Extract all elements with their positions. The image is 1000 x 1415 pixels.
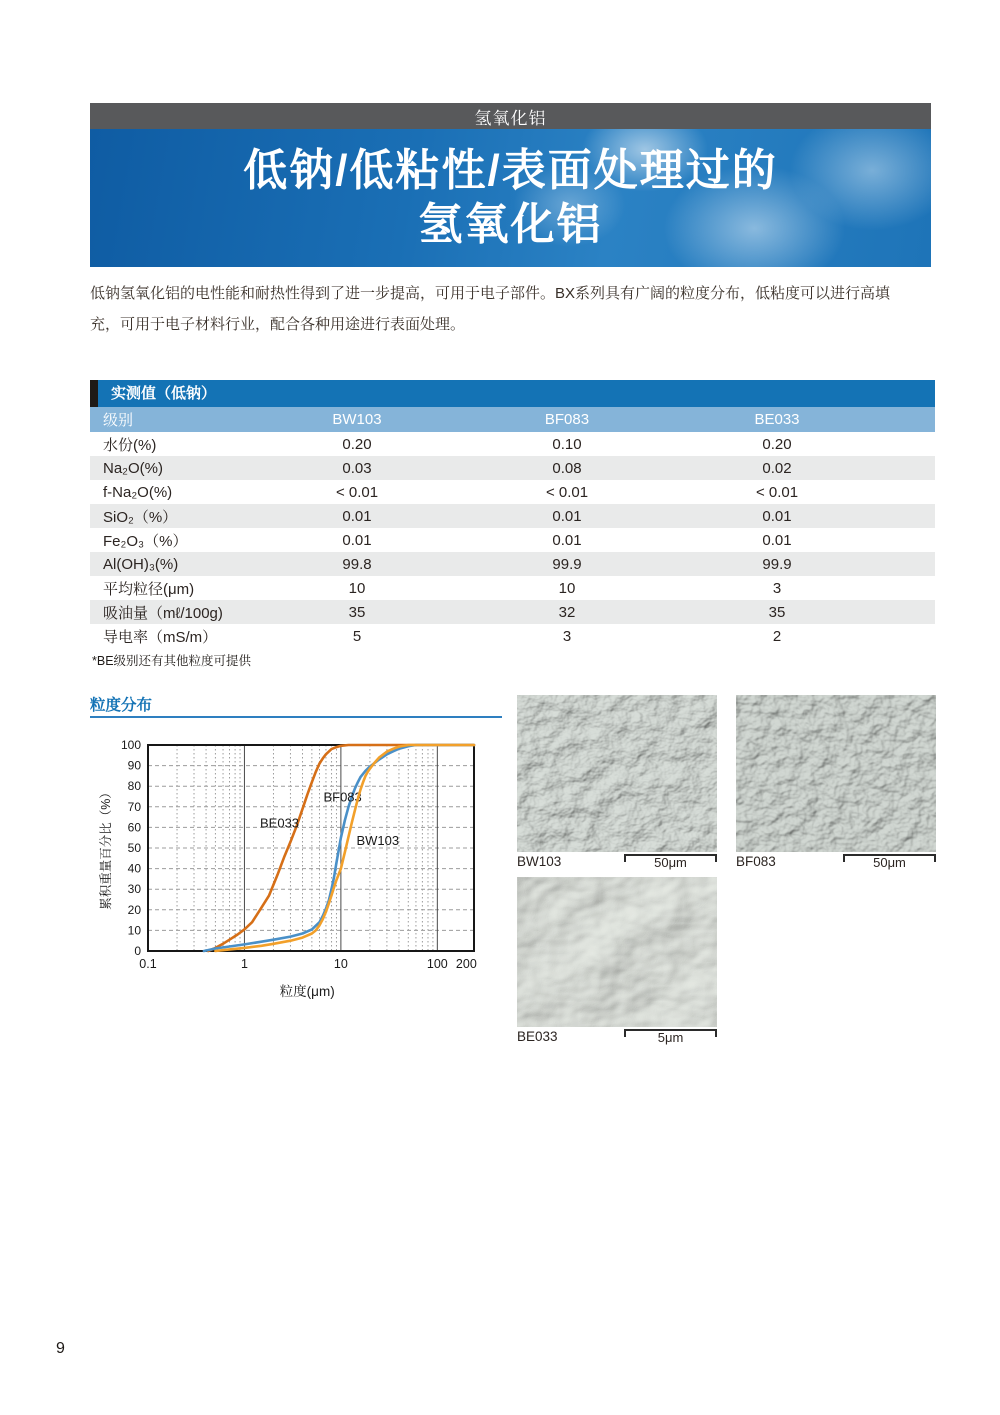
cell-value: 35 [252, 600, 462, 624]
cell-value: 0.20 [762, 435, 792, 453]
page-title-line2: 氢氧化铝 [418, 200, 603, 249]
cell-value: 0.03 [252, 456, 462, 480]
spacer-cell [882, 576, 935, 600]
svg-text:80: 80 [127, 779, 141, 794]
sem-caption [736, 854, 936, 870]
cell-value: 0.01 [672, 504, 882, 528]
table-row [90, 600, 935, 624]
column-header-be033: BE033 [672, 407, 882, 432]
svg-text:10: 10 [333, 957, 348, 971]
row-label: Al(OH)₃(%) [90, 552, 252, 576]
scale-bar [843, 854, 936, 870]
sem-label: BE033 [517, 1029, 558, 1044]
row-label: Na₂O(%) [90, 456, 252, 480]
svg-text:粒度(μm): 粒度(μm) [279, 984, 335, 999]
row-label: 导电率（mS/m） [103, 628, 218, 646]
row-label: f-Na₂O(%) [103, 483, 173, 501]
svg-text:累积重量百分比（%）: 累积重量百分比（%） [99, 786, 113, 910]
sem-figure-bf083 [736, 695, 936, 870]
cumulative-distribution-plot [95, 733, 505, 1023]
cell-value: < 0.01 [545, 483, 589, 501]
spacer-cell [882, 504, 935, 528]
scale-bar-label: 50μm [873, 855, 906, 870]
column-header-grade: 级别 [90, 407, 252, 432]
table-footnote: *BE级别还有其他粒度可提供 [92, 654, 252, 668]
sem-label: BW103 [517, 854, 562, 869]
cell-value: < 0.01 [755, 483, 799, 501]
row-label: 平均粒径(μm) [103, 580, 195, 598]
cell-value: 32 [462, 600, 672, 624]
cell-value: 0.01 [762, 531, 792, 549]
category-label: 氢氧化铝 [474, 108, 547, 128]
cell-value: 0.01 [552, 531, 582, 549]
cell-value: 99.9 [462, 552, 672, 576]
cell-value: 5 [352, 627, 362, 645]
sem-micrograph-bw103 [517, 695, 717, 852]
sem-figure-bw103 [517, 695, 717, 870]
svg-text:100: 100 [120, 738, 141, 752]
svg-text:90: 90 [127, 758, 141, 773]
section-title-particle-size: 粒度分布 [90, 697, 153, 714]
cell-value: 0.20 [342, 435, 372, 453]
scale-bar-line [624, 854, 717, 856]
table-row [90, 432, 935, 456]
cell-value: 99.9 [672, 552, 882, 576]
section-rule [90, 716, 502, 718]
spacer-cell [882, 407, 935, 432]
svg-text:30: 30 [127, 882, 141, 897]
svg-text:20: 20 [127, 902, 141, 917]
row-label: SiO₂（%） [90, 504, 252, 528]
table-row [90, 552, 935, 576]
cell-value: 99.8 [252, 552, 462, 576]
row-label: 水份(%) [103, 436, 157, 454]
svg-text:100: 100 [426, 957, 448, 971]
spacer-cell [882, 624, 935, 648]
spacer-cell [882, 432, 935, 456]
table-header-row [90, 407, 935, 432]
sem-caption [517, 854, 717, 870]
cell-value: 3 [772, 579, 782, 597]
particle-size-chart [95, 733, 505, 1023]
cell-value: 10 [558, 579, 576, 597]
svg-text:50: 50 [127, 841, 141, 855]
svg-text:1: 1 [240, 957, 248, 971]
page-number: 9 [56, 1340, 65, 1357]
scale-bar [624, 1029, 717, 1045]
table-row [90, 624, 935, 648]
cell-value: 0.01 [252, 504, 462, 528]
table-row [90, 480, 935, 504]
cell-value: 0.01 [342, 531, 372, 549]
row-label: 吸油量（mℓ/100g) [90, 600, 252, 624]
spacer-cell [882, 528, 935, 552]
table-title: 实测值（低钠） [90, 380, 935, 407]
title-banner [90, 129, 931, 267]
table-row [90, 576, 935, 600]
cell-value: 2 [772, 627, 782, 645]
svg-text:200: 200 [455, 957, 477, 971]
scale-bar-label: 5μm [657, 1030, 684, 1045]
cell-value: < 0.01 [335, 483, 379, 501]
spacer-cell [882, 552, 935, 576]
sem-micrograph-bf083 [736, 695, 936, 852]
table-row [90, 528, 935, 552]
cell-value: 0.08 [462, 456, 672, 480]
svg-text:BW103: BW103 [356, 832, 400, 848]
svg-text:70: 70 [127, 799, 141, 814]
page-title-line1: 低钠/低粘性/表面处理过的 [243, 146, 778, 196]
sem-figure-be033 [517, 877, 717, 1045]
category-strip [90, 103, 931, 129]
data-table [90, 407, 935, 648]
cell-value: 10 [348, 579, 366, 597]
scale-bar-line [843, 854, 936, 856]
column-header-bf083: BF083 [462, 407, 672, 432]
table-row [90, 504, 935, 528]
column-header-bw103: BW103 [252, 407, 462, 432]
scale-bar [624, 854, 717, 870]
spacer-cell [882, 600, 935, 624]
cell-value: 35 [672, 600, 882, 624]
scale-bar-line [624, 1029, 717, 1031]
svg-text:40: 40 [127, 861, 141, 876]
sem-label: BF083 [736, 854, 776, 869]
svg-text:0.1: 0.1 [139, 957, 157, 971]
svg-text:BE033: BE033 [260, 815, 300, 831]
table-row [90, 456, 935, 480]
cell-value: 0.10 [552, 435, 582, 453]
spacer-cell [882, 456, 935, 480]
svg-text:60: 60 [127, 820, 141, 835]
cell-value: 0.02 [672, 456, 882, 480]
sem-micrograph-be033 [517, 877, 717, 1027]
measured-values-table [90, 380, 935, 648]
svg-text:0: 0 [134, 944, 141, 958]
row-label: Fe₂O₃（%） [103, 532, 188, 550]
svg-text:10: 10 [127, 923, 141, 938]
cell-value: 3 [562, 627, 572, 645]
scale-bar-label: 50μm [654, 855, 687, 870]
spacer-cell [882, 480, 935, 504]
sem-caption [517, 1029, 717, 1045]
svg-text:BF083: BF083 [323, 789, 362, 805]
cell-value: 0.01 [462, 504, 672, 528]
intro-paragraph: 低钠氢氧化铝的电性能和耐热性得到了进一步提高，可用于电子部件。BX系列具有广阔的粒度分布，低粘度可以进行高填充，可用于电子材料行业，配合各种用途进行表面处理。 [90, 285, 891, 333]
